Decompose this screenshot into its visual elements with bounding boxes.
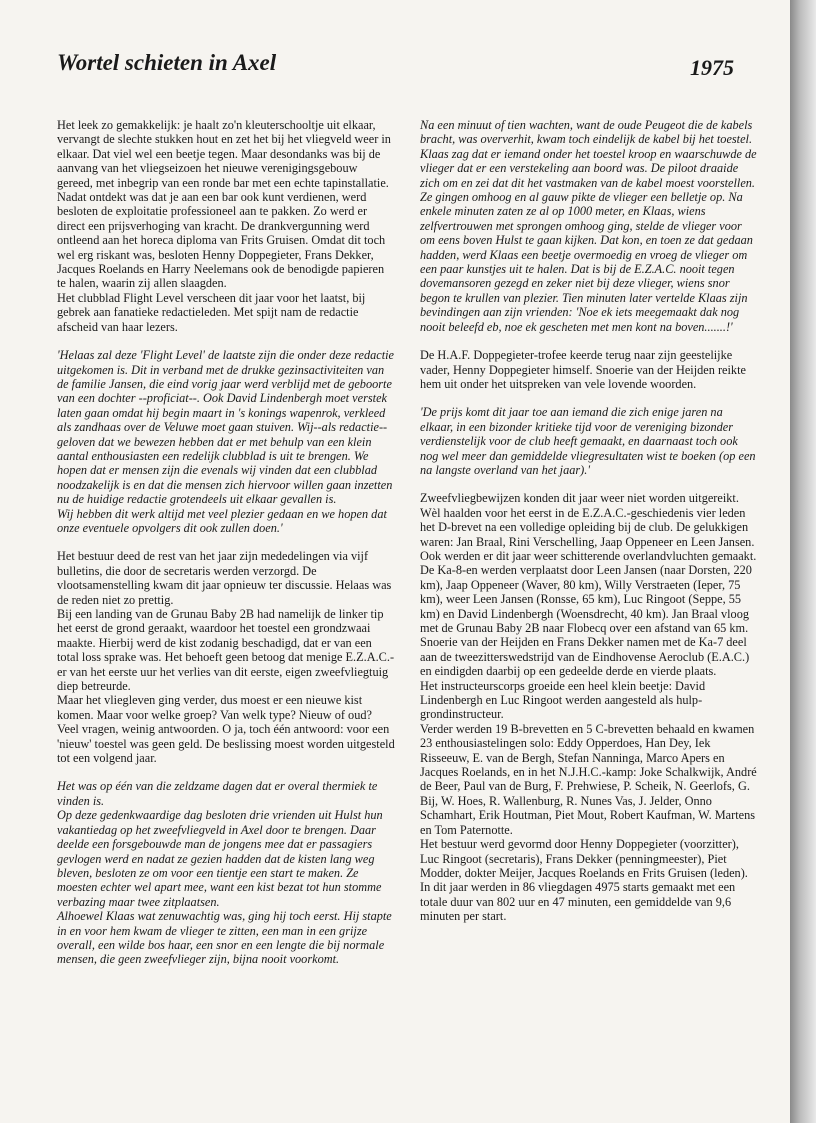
paragraph: Maar het vliegleven ging verder, dus moest er een nieuwe kist komen. Maar voor welke groep? Van welk type? Nieuw of oud? Veel vragen, weinig antwoorden. O ja, toch één antwoord: voor een 'nieuw' toestel was geen geld. De beslissing moest worden uitgesteld tot een volgend jaar. [57, 693, 395, 766]
paragraph: Het was op één van die zeldzame dagen dat er overal thermiek te vinden is. [57, 779, 378, 808]
paragraph: Snoerie van der Heijden en Frans Dekker namen met de Ka-7 deel aan de tweezitterswedstrijd van de Eindhovense Aeroclub (E.A.C.) en eindigden daarbij op een gedeelde derde en vierde plaats. [420, 635, 750, 679]
paragraph: Bij een landing van de Grunau Baby 2B had namelijk de linker tip het eerst de grond geraakt, waardoor het toestel een grondzwaai maakte. Hierbij werd de kist zodanig beschadigd, dat er van een total loss sprake was. Het behoeft geen betoog dat menige E.Z.A.C.-er van het eerste uur het verlies van dit eerste, eigen zweefvliegtuig diep betreurde. [57, 607, 395, 694]
paragraph: 'De prijs komt dit jaar toe aan iemand die zich enige jaren na elkaar, in een bizonder kritieke tijd voor de vereniging bizonder verdienstelijk voor de club heeft gemaakt, en daarnaast toch ook nog wel meer dan gemiddelde vliegresultaten wist te boeken (op een na langste overland van het jaar).' [420, 405, 756, 477]
paragraph: De H.A.F. Doppegieter-trofee keerde terug naar zijn geestelijke vader, Henny Doppegieter himself. Snoerie van der Heijden reikte hem uit onder het uitspreken van vele lovende woorden. [420, 348, 746, 391]
paragraph: Alhoewel Klaas wat zenuwachtig was, ging hij toch eerst. Hij stapte in en voor hem kwam de vlieger te zitten, een man in een grijze overall, een wilde bos haar, een snor en een lengte die bij normale mensen, die geen zweefvlieger zijn, bijna nooit voorkomt. [57, 909, 392, 967]
paragraph: Het bestuur deed de rest van het jaar zijn mededelingen via vijf bulletins, die door de secretaris werden verzorgd. De vlootsamenstelling kwam dit jaar opnieuw ter discussie. Helaas was de reden niet zo prettig. [57, 549, 392, 607]
paragraph: Het leek zo gemakkelijk: je haalt zo'n kleuterschooltje uit elkaar, vervangt de slechte stukken hout en zet het bij het vliegveld weer in elkaar. Dat viel wel een beetje tegen. Maar desondanks was bij de aanvang van het vliegseizoen het nieuwe verenigingsgebouw gereed, met inbegrip van een ronde bar met een echte tapinstallatie. [57, 118, 391, 190]
paragraph: Zweefvliegbewijzen konden dit jaar weer niet worden uitgereikt. Wèl haalden voor het eerst in de E.Z.A.C.-geschiedenis vier leden het D-brevet na een volledige opleiding bij de club. De gelukkigen waren: Jan Braal, Rini Verschelling, Jaap Oppeneer en Leen Jansen. [420, 491, 755, 549]
paragraph: Na een minuut of tien wachten, want de oude Peugeot die de kabels bracht, was oververhit, kwam toch eindelijk de kabel bij het toestel. Klaas zag dat er iemand onder het toestel kroop en waarschuwde de vlieger dat er een verstekeling aan boord was. De piloot draaide zich om en zei dat dit het vastmaken van de kabel moest voorstellen. Ze gingen omhoog en al gauw pikte de vlieger een belletje op. Na enkele minuten zaten ze al op 1000 meter, en Klaas, wiens zelfvertrouwen met sprongen omhoog ging, stelde de vlieger voor om eens boven Hulst te gaan kijken. Dat kon, en toen ze dat gedaan hadden, werd Klaas een beetje overmoedig en vroeg de vlieger om een paar kunstjes uit te halen. Dat is bij de E.Z.A.C. nooit tegen dovemansoren gezegd en zeker niet bij deze vlieger, wiens snor begon te krullen van plezier. Tien minuten later vertelde Klaas zijn bevindingen aan zijn vrienden: 'Noe ek iets meegemaakt dak nog nooit beleefd eb, noe ek gescheten met men kont na boven.......!' [420, 118, 757, 334]
page-title: Wortel schieten in Axel [57, 50, 277, 75]
paragraph: Op deze gedenkwaardige dag besloten drie vrienden uit Hulst hun vakantiedag op het zweefvliegveld in Axel door te brengen. Daar deelde een forsgebouwde man de jongens mee dat er passagiers gevlogen werd en nadat ze gezien hadden dat de kisten lang weg bleven, besloten ze om voor een tientje een start te maken. Ze moesten echter wel apart mee, want een kist bezat tot hun stomme verbazing maar twee zitplaatsen. [57, 808, 383, 909]
right-column [420, 118, 758, 924]
paragraph: Ook werden er dit jaar weer schitterende overlandvluchten gemaakt. De Ka-8-en werden verplaatst door Leen Jansen (naar Dorsten, 220 km), Jaap Oppeneer (Waver, 80 km), Willy Verstraeten (Ieper, 75 km), weer Leen Jansen (Ronsse, 65 km), Luc Ringoot (Seppe, 55 km) en David Lindenbergh (Woensdrecht, 40 km). Jan Braal vloog met de Grunau Baby 2B naar Flobecq over een afstand van 65 km. [420, 548, 757, 635]
paragraph: Verder werden 19 B-brevetten en 5 C-brevetten behaald en kwamen 23 enthousiastelingen solo: Eddy Opperdoes, Han Dey, Iek Risseeuw, E. van de Bergh, Stefan Nanninga, Marco Apers en Jacques Roelands, en in het N.J.H.C.-kamp: Joke Schalkwijk, André de Beer, Paul van de Burg, F. Prehwiese, P. Scheik, N. Geerlofs, G. Bij, W. Hoes, R. Wallenburg, R. Nunes Vas, J. Jelder, Onno Schamhart, Erik Houtman, Piet Mout, Robert Kaufman, W. Martens en Tom Paternotte. [420, 721, 757, 837]
paragraph: In dit jaar werden in 86 vliegdagen 4975 starts gemaakt met een totale duur van 802 uur en 47 minuten, een gemiddelde van 9,6 minuten per start. [420, 880, 736, 924]
left-column [57, 118, 395, 967]
paragraph: Het bestuur werd gevormd door Henny Doppegieter (voorzitter), Luc Ringoot (secretaris), Frans Dekker (penningmeester), Piet Modder, dokter Meijer, Jacques Roelands en Frits Gruisen (leden). [420, 837, 748, 880]
paragraph: Het instructeurscorps groeide een heel klein beetje: David Lindenbergh en Luc Ringoot werden aangesteld als hulp-grondinstructeur. [420, 678, 706, 722]
page-edge [790, 0, 816, 1123]
paragraph: Het clubblad Flight Level verscheen dit jaar voor het laatst, bij gebrek aan fanatieke redactieleden. Met spijt nam de redactie afscheid van haar lezers. [57, 290, 366, 334]
paragraph: Nadat ontdekt was dat je aan een bar ook kunt verdienen, werd besloten de exploitatie professioneel aan te pakken. Zo werd er direct een prijsverhoging van kracht. De drankvergunning werd ontleend aan het horeca diploma van Frits Gruisen. Omdat dit toch wel erg riskant was, besloten Henny Doppegieter, Frans Dekker, Jacques Roelands en Harry Neelemans ook de benodigde papieren te halen, waarin zij allen slaagden. [57, 190, 386, 291]
paragraph: Wij hebben dit werk altijd met veel plezier gedaan en we hopen dat onze eventuele opvolgers dit ook zullen doen.' [57, 506, 387, 535]
year-label: 1975 [690, 55, 734, 80]
paragraph: 'Helaas zal deze 'Flight Level' de laatste zijn die onder deze redactie uitgekomen is. Dit in verband met de drukke gezinsactiviteiten van de familie Jansen, die eind vorig jaar werd verblijd met de geboorte van een dochter --proficiat--. Ook David Lindenbergh moet verstek laten gaan omdat hij begin maart in 's konings wapenrok, verkleed als zandhaas over de Veluwe moet gaan stuiven. Wij--als redactie--geloven dat we bewezen hebben dat er met behulp van een klein aantal enthousiasten een redelijk clubblad is uit te brengen. We hopen dat er mensen zijn die evenals wij vinden dat een clubblad noodzakelijk is en dat die mensen zich hiervoor willen gaan inzetten nu de huidige redactie grotendeels uit elkaar gevallen is. [57, 348, 394, 507]
